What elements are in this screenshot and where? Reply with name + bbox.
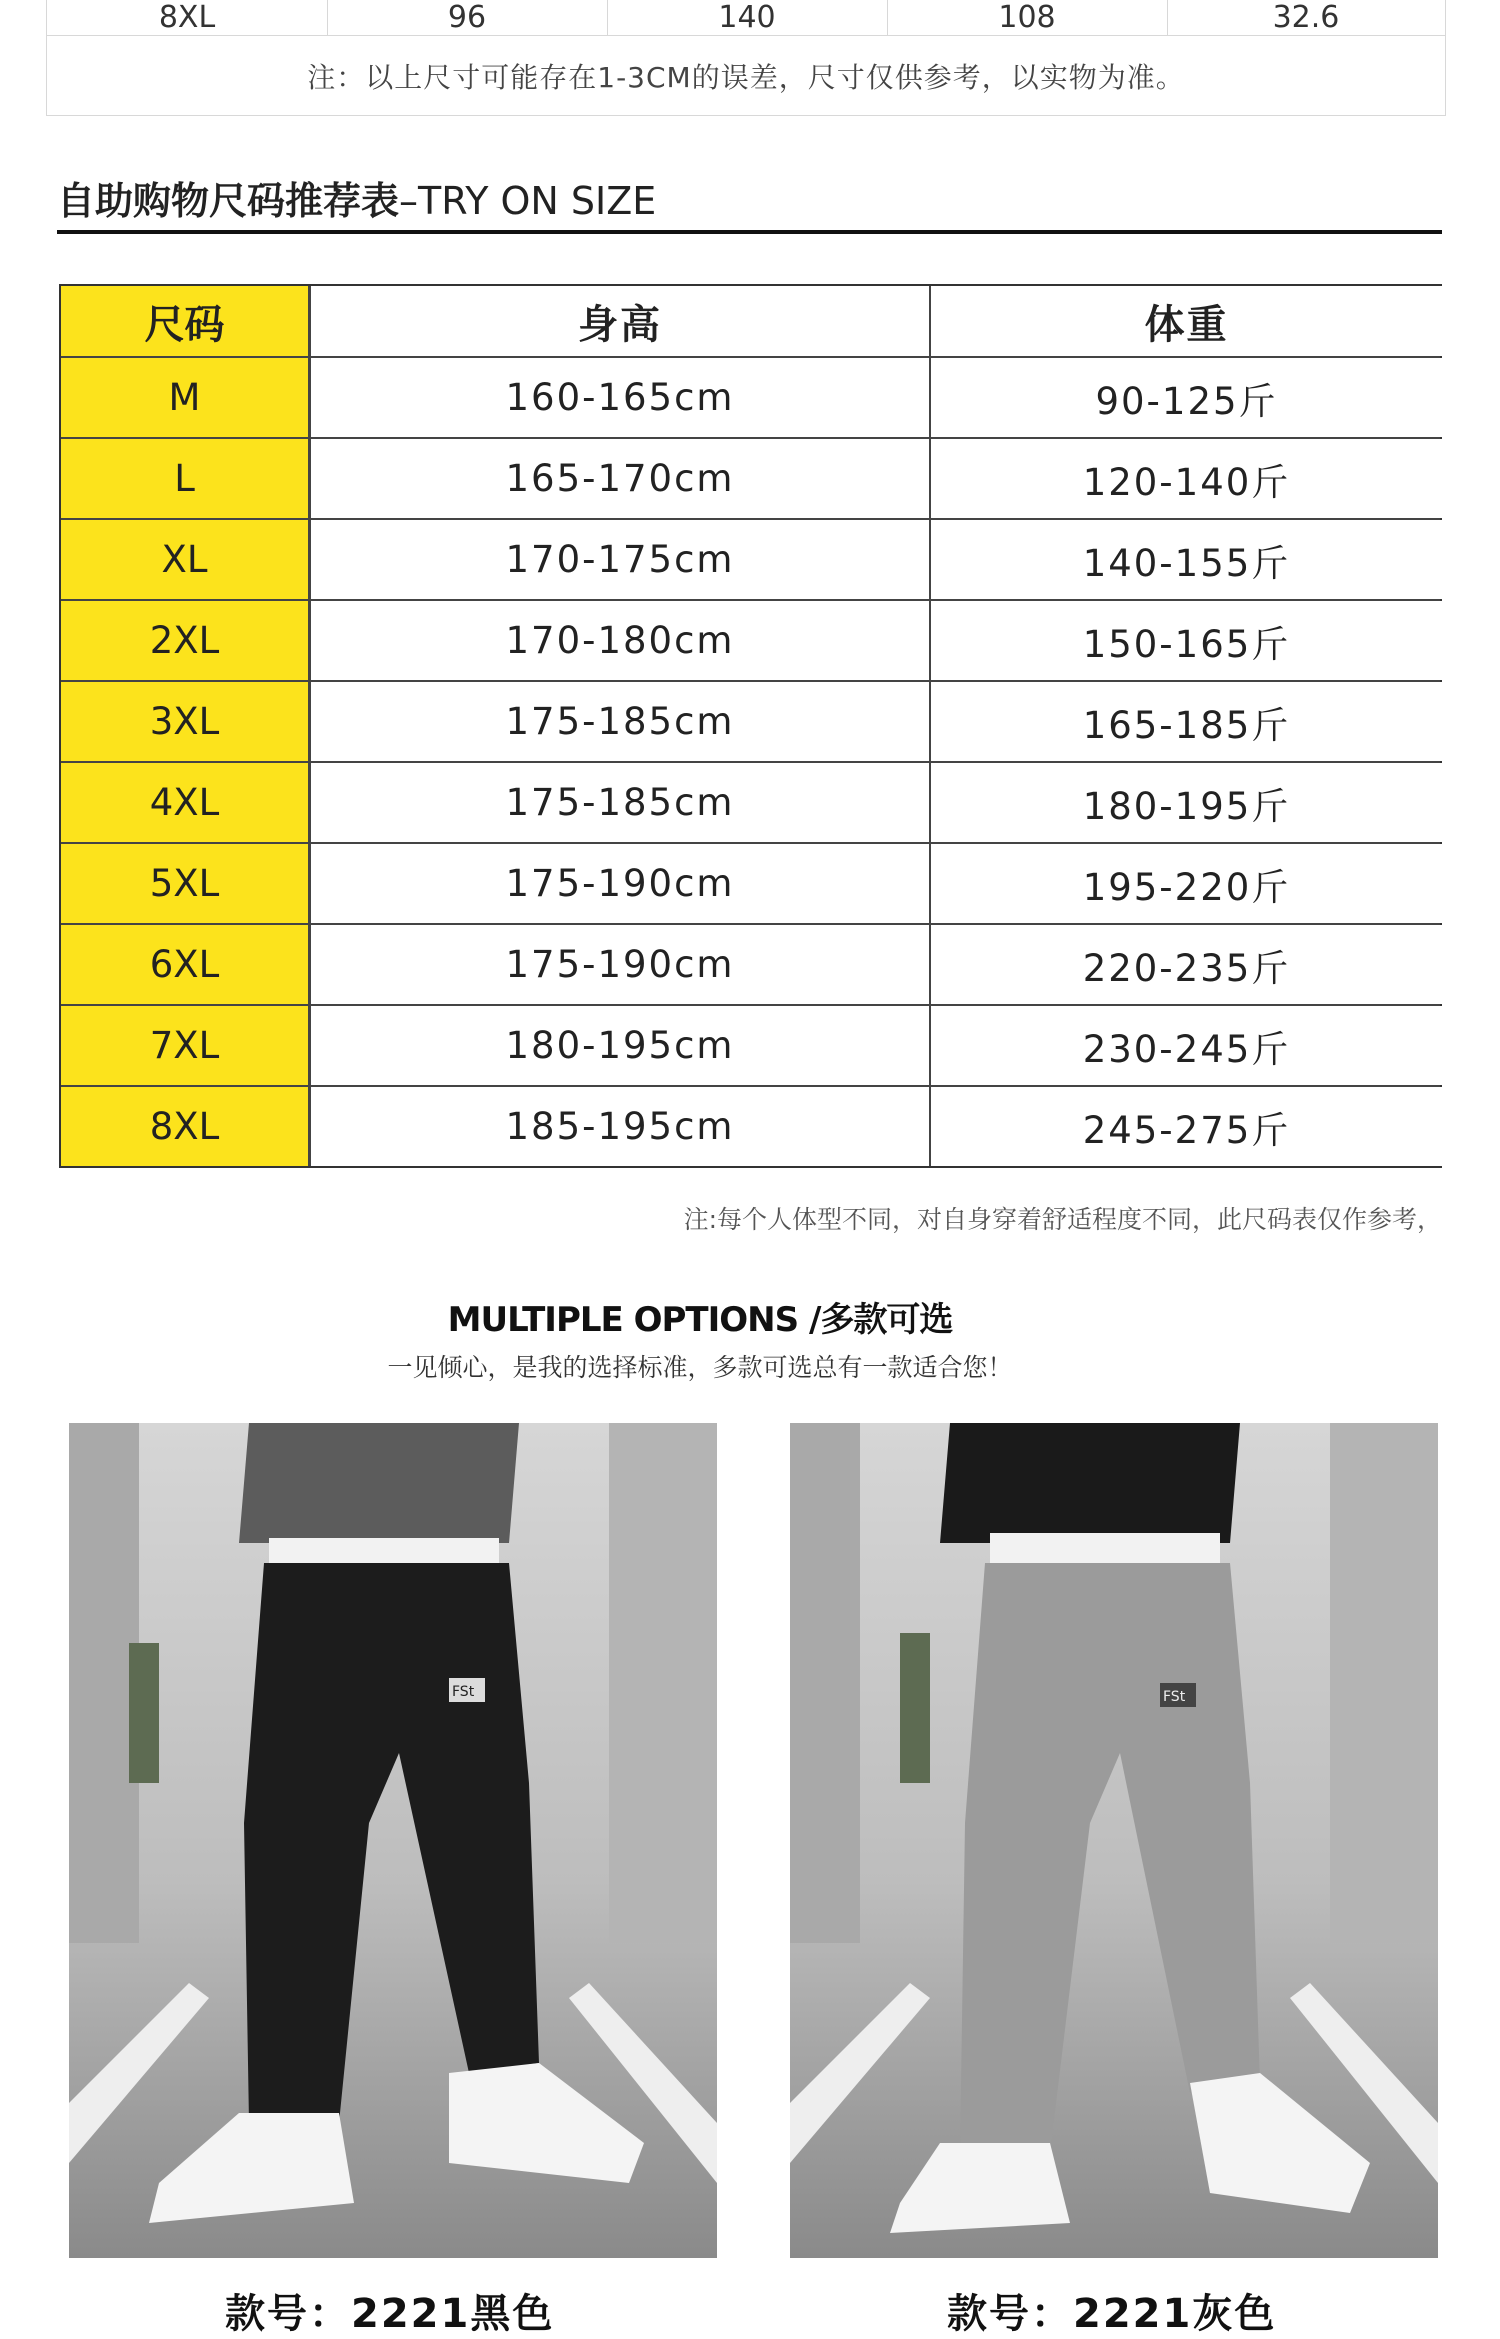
cell-size: 3XL	[61, 682, 311, 761]
table-row	[61, 844, 1440, 925]
section-heading	[57, 170, 656, 225]
pant-label: FSt	[1163, 1689, 1186, 1705]
options-title: MULTIPLE OPTIONS /多款可选	[447, 1300, 953, 1340]
cell-size: 2XL	[61, 601, 311, 680]
cell-size: 8XL	[61, 1087, 311, 1166]
cell-height: 175-190cm	[311, 925, 931, 1004]
cell-size: M	[61, 358, 311, 437]
section-title-en: –TRY ON SIZE	[399, 179, 657, 223]
measurement-note: 注：以上尺寸可能存在1-3CM的误差，尺寸仅供参考，以实物为准。	[307, 60, 1185, 94]
table-row	[61, 601, 1440, 682]
top-cell: 32.6	[1272, 0, 1340, 35]
cell-height: 175-185cm	[311, 763, 931, 842]
product-photo-black[interactable]	[69, 1423, 717, 2258]
product-caption-gray: 款号：2221灰色	[947, 2291, 1277, 2337]
table-header-row	[61, 286, 1440, 358]
pant-label: FSt	[452, 1684, 475, 1700]
heading-divider	[57, 230, 1442, 234]
cell-weight: 245-275斤	[931, 1087, 1442, 1166]
table-row	[61, 682, 1440, 763]
cell-height: 175-190cm	[311, 844, 931, 923]
cell-weight: 150-165斤	[931, 601, 1442, 680]
cell-height: 170-180cm	[311, 601, 931, 680]
cell-weight: 140-155斤	[931, 520, 1442, 599]
cell-size: XL	[61, 520, 311, 599]
section-title-cn: 自助购物尺码推荐表	[57, 179, 400, 223]
table-row	[61, 358, 1440, 439]
top-cell: 96	[327, 0, 608, 35]
cell-size: 5XL	[61, 844, 311, 923]
options-subtitle: 一见倾心，是我的选择标准，多款可选总有一款适合您！	[387, 1353, 1013, 1382]
top-measurement-table	[46, 0, 1446, 116]
cell-weight: 90-125斤	[931, 358, 1442, 437]
header-height: 身高	[311, 286, 931, 356]
cell-size: 7XL	[61, 1006, 311, 1085]
table-row	[61, 439, 1440, 520]
cell-weight: 180-195斤	[931, 763, 1442, 842]
table-row	[61, 1087, 1440, 1166]
table-row	[61, 763, 1440, 844]
cell-weight: 230-245斤	[931, 1006, 1442, 1085]
cell-height: 180-195cm	[311, 1006, 931, 1085]
table-row	[61, 1006, 1440, 1087]
size-table-note: 注:每个人体型不同，对自身穿着舒适程度不同，此尺码表仅作参考，	[683, 1205, 1442, 1234]
cell-weight: 165-185斤	[931, 682, 1442, 761]
cell-size: 4XL	[61, 763, 311, 842]
cell-height: 160-165cm	[311, 358, 931, 437]
cell-height: 185-195cm	[311, 1087, 931, 1166]
header-weight: 体重	[931, 286, 1442, 356]
top-cell: 140	[607, 0, 888, 35]
size-recommendation-table	[59, 284, 1442, 1168]
cell-size: L	[61, 439, 311, 518]
top-cell: 108	[887, 0, 1168, 35]
cell-height: 165-170cm	[311, 439, 931, 518]
cell-height: 175-185cm	[311, 682, 931, 761]
product-photo-gray[interactable]	[790, 1423, 1438, 2258]
cell-weight: 195-220斤	[931, 844, 1442, 923]
table-row	[61, 520, 1440, 601]
cell-weight: 120-140斤	[931, 439, 1442, 518]
header-size: 尺码	[61, 286, 311, 356]
product-caption-black: 款号：2221黑色	[225, 2291, 555, 2337]
cell-weight: 220-235斤	[931, 925, 1442, 1004]
top-table-row	[47, 0, 1445, 36]
table-row	[61, 925, 1440, 1006]
cell-height: 170-175cm	[311, 520, 931, 599]
top-cell: 8XL	[47, 0, 328, 35]
cell-size: 6XL	[61, 925, 311, 1004]
